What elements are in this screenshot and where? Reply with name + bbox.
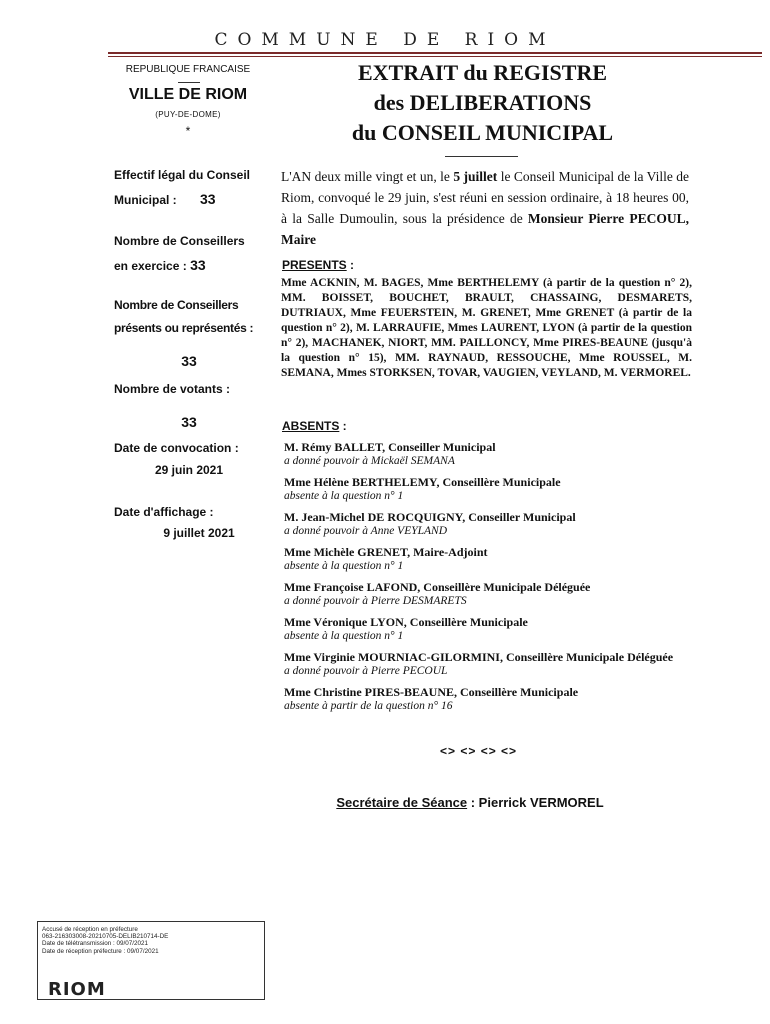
absent-note: a donné pouvoir à Pierre PECOUL xyxy=(284,665,448,677)
intro-president: Monsieur Pierre PECOUL, Maire xyxy=(281,211,689,247)
absents-heading-text: ABSENTS xyxy=(282,419,340,433)
affichage-label: Date d'affichage : xyxy=(114,505,214,519)
republique-label: REPUBLIQUE FRANCAISE xyxy=(125,64,251,75)
header-rule-thin xyxy=(108,56,762,57)
ville-name: VILLE DE RIOM xyxy=(128,86,248,103)
absent-name: Mme Christine PIRES-BEAUNE, Conseillère Municipale xyxy=(284,685,579,699)
intro-part-1: L'AN deux mille vingt et un, le xyxy=(281,169,454,184)
absent-name: Mme Hélène BERTHELEMY, Conseillère Municipale xyxy=(284,475,561,489)
stamp-line-3: Date de télétransmission : 09/07/2021 xyxy=(42,940,149,948)
absent-name: M. Rémy BALLET, Conseiller Municipal xyxy=(284,440,496,454)
effectif-label-2 xyxy=(114,191,216,207)
title-rule xyxy=(445,156,518,157)
prefecture-stamp xyxy=(37,921,265,1000)
convocation-label: Date de convocation : xyxy=(114,441,239,455)
separator-marks: <> <> <> <> xyxy=(440,744,518,758)
absent-note: a donné pouvoir à Anne VEYLAND xyxy=(284,525,448,537)
presents-list: Mme ACKNIN, M. BAGES, Mme BERTHELEMY (à partir de la question n° 2), MM. BOISSET, BOUCHET, BRAULT, CHASSAING, DESMARETS, DUTRIAUX, Mme FEUERSTEIN, M. GRENET, Mme GRENET (à partir de la question n° 2), M. LARRAUFIE, Mmes LAURENT, LYON (à partir de la question n° 2), MACHANEK, NIORT, MM. PAILLONCY, Mme PIRES-BEAUNE (jusqu'à la question n° 15), MM. RAYNAUD, RESSOUCHE, Mme ROUSSEL, M. SEMANA, Mmes STORKSEN, TOVAR, VAUGIEN, VEYLAND, M. VERMOREL. xyxy=(281,277,692,379)
list-item xyxy=(284,615,692,643)
list-item xyxy=(284,685,692,713)
commune-header: COMMUNE DE RIOM xyxy=(214,30,556,50)
stamp-line-2: 063-216303008-20210705-DELIB210714-DE xyxy=(42,933,169,941)
absent-name: Mme Michèle GRENET, Maire-Adjoint xyxy=(284,545,488,559)
absent-note: absente à la question n° 1 xyxy=(284,630,404,642)
absent-note: a donné pouvoir à Mickaël SEMANA xyxy=(284,455,455,467)
list-item xyxy=(284,475,692,503)
list-item xyxy=(284,440,692,468)
list-item xyxy=(284,545,692,573)
votants-label: Nombre de votants : xyxy=(114,382,231,396)
absent-note: a donné pouvoir à Pierre DESMARETS xyxy=(284,595,467,607)
riom-logo: RIOM xyxy=(48,978,106,1000)
presents-label-2: présents ou représentés : xyxy=(114,321,254,335)
absent-name: M. Jean-Michel DE ROCQUIGNY, Conseiller Municipal xyxy=(284,510,576,524)
secretaire-label: Secrétaire de Séance xyxy=(336,795,468,810)
exercice-label: Nombre de Conseillers xyxy=(114,234,245,248)
votants-value: 33 xyxy=(181,414,197,430)
effectif-label: Effectif légal du Conseil xyxy=(114,168,251,182)
secretaire-line xyxy=(200,795,740,810)
list-item xyxy=(284,650,692,678)
exercice-label-2-text: en exercice : xyxy=(114,259,187,273)
title-line-1: EXTRAIT du REGISTRE xyxy=(357,60,608,85)
exercice-value: 33 xyxy=(190,257,206,273)
affichage-date: 9 juillet 2021 xyxy=(163,526,235,540)
stamp-line-1: Accusé de réception en préfecture xyxy=(42,926,138,933)
effectif-label-2-text: Municipal : xyxy=(114,193,177,207)
absent-name: Mme Virginie MOURNIAC-GILORMINI, Conseillère Municipale Déléguée xyxy=(284,650,674,664)
absent-note: absente à partir de la question n° 16 xyxy=(284,700,453,712)
absent-name: Mme Véronique LYON, Conseillère Municipale xyxy=(284,615,528,629)
star-mark: * xyxy=(185,124,191,138)
header-rule xyxy=(108,52,762,54)
intro-paragraph xyxy=(281,166,689,250)
ville-overline xyxy=(178,82,200,83)
list-item xyxy=(284,580,692,608)
absent-note: absente à la question n° 1 xyxy=(284,560,404,572)
presents-heading-text: PRESENTS xyxy=(282,258,347,272)
presents-heading-colon: : xyxy=(346,258,355,272)
absents-heading xyxy=(282,419,347,433)
intro-date: 5 juillet xyxy=(453,169,498,184)
absents-heading-colon: : xyxy=(339,419,347,433)
presents-heading xyxy=(282,258,354,272)
effectif-value: 33 xyxy=(200,191,216,207)
presents-value: 33 xyxy=(181,353,197,369)
secretaire-name: : Pierrick VERMOREL xyxy=(467,795,604,810)
presents-label: Nombre de Conseillers xyxy=(114,298,239,312)
title-line-2: des DELIBERATIONS xyxy=(373,90,592,115)
exercice-label-2 xyxy=(114,257,206,273)
stamp-line-4: Date de réception préfecture : 09/07/2021 xyxy=(42,947,159,955)
absent-name: Mme Françoise LAFOND, Conseillère Municipale Déléguée xyxy=(284,580,591,594)
title-line-3: du CONSEIL MUNICIPAL xyxy=(351,120,614,145)
intro-part-2: le Conseil Municipal de la Ville de Riom, convoqué le 29 juin, s'est réuni en session ordinaire, à 18 heures 00, à la Salle Dumoulin, sous la présidence de xyxy=(281,169,689,226)
list-item xyxy=(284,510,692,538)
absents-list xyxy=(284,440,692,720)
document-title xyxy=(300,58,665,148)
convocation-date: 29 juin 2021 xyxy=(154,463,224,477)
departement-label: (PUY-DE-DOME) xyxy=(155,110,221,119)
absent-note: absente à la question n° 1 xyxy=(284,490,404,502)
